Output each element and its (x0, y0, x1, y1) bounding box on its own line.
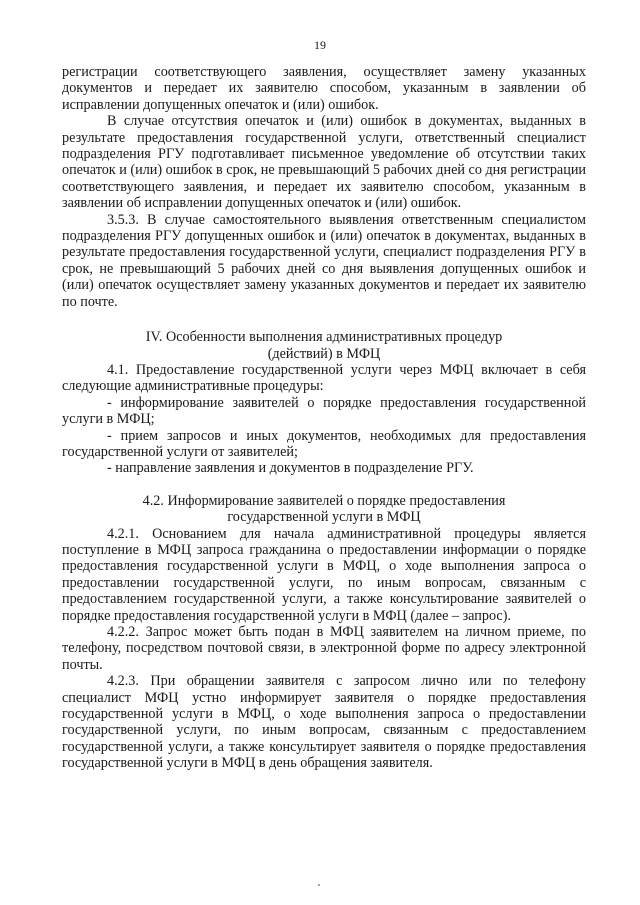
paragraph-no-errors: В случае отсутствия опечаток и (или) ошибок в документах, выданных в результате предоставления государственной услуги, ответственный специалист подразделения РГУ подготавливает письменное уведомление об отсутствии таких опечаток и (или) ошибок в срок, не превышающий 5 рабочих дней со дня регистрации соответствующего заявления, и передает их заявителю способом, указанным в заявлении об исправлении допущенных опечаток и (или) ошибок. (62, 113, 586, 212)
section-iv-heading-line2: (действий) в МФЦ (267, 345, 381, 362)
list-item-sending: - направление заявления и документов в подразделение РГУ. (107, 460, 474, 477)
page-number: 19 (314, 38, 326, 52)
paragraph-4-2-2: 4.2.2. Запрос может быть подан в МФЦ заявителем на личном приеме, по телефону, посредством почтовой связи, в электронной форме по адресу электронной почты. (62, 624, 586, 673)
section-iv-heading (62, 329, 586, 362)
list-item-receiving: - прием запросов и иных документов, необходимых для предоставления государственной услуги от заявителей; (62, 427, 586, 460)
scan-dot (318, 884, 320, 886)
paragraph-4-2-1: 4.2.1. Основанием для начала административной процедуры является поступление в МФЦ запроса гражданина о предоставлении информации о порядке предоставления государственной услуги в МФЦ, о ходе выполнения запроса о предоставлении государственной услуги, по иным вопросам, связанным с предоставлением государственной услуги, а также консультирование заявителей о порядке предоставления государственной услуги в МФЦ (далее – запрос). (62, 525, 586, 624)
spacer (62, 477, 586, 493)
document-body (62, 64, 586, 772)
paragraph-continuation: регистрации соответствующего заявления, осуществляет замену указанных документов и передает их заявителю способом, указанным в заявлении об исправлении допущенных опечаток и (или) ошибок. (62, 64, 586, 113)
section-iv-heading-line1: IV. Особенности выполнения административных процедур (145, 329, 503, 346)
section-4-2-heading-line2: государственной услуги в МФЦ (227, 509, 421, 526)
paragraph-4-1: 4.1. Предоставление государственной услуги через МФЦ включает в себя следующие административные процедуры: (62, 361, 586, 395)
paragraph-4-2-3: 4.2.3. При обращении заявителя с запросом лично или по телефону специалист МФЦ устно информирует заявителя о порядке предоставления государственной услуги в МФЦ, о ходе выполнения запроса о предоставлении государственной услуги, по иным вопросам, связанным с предоставлением государственной услуги, а также консультирует заявителя о порядке предоставления государственной услуги в МФЦ в день обращения заявителя. (62, 673, 586, 772)
spacer (62, 310, 586, 329)
section-4-2-heading-line1: 4.2. Информирование заявителей о порядке предоставления (142, 492, 506, 509)
paragraph-3-5-3: 3.5.3. В случае самостоятельного выявления ответственным специалистом подразделения РГУ допущенных ошибок и (или) опечаток в документах, выданных в результате предоставления государственной услуги, специалист подразделения РГУ в срок, не превышающий 5 рабочих дней со дня выявления допущенных ошибок и (или) опечаток осуществляет замену указанных документов и передает их заявителю по почте. (62, 211, 586, 310)
list-item-informing: - информирование заявителей о порядке предоставления государственной услуги в МФЦ; (62, 394, 586, 428)
section-4-2-heading (62, 493, 586, 526)
